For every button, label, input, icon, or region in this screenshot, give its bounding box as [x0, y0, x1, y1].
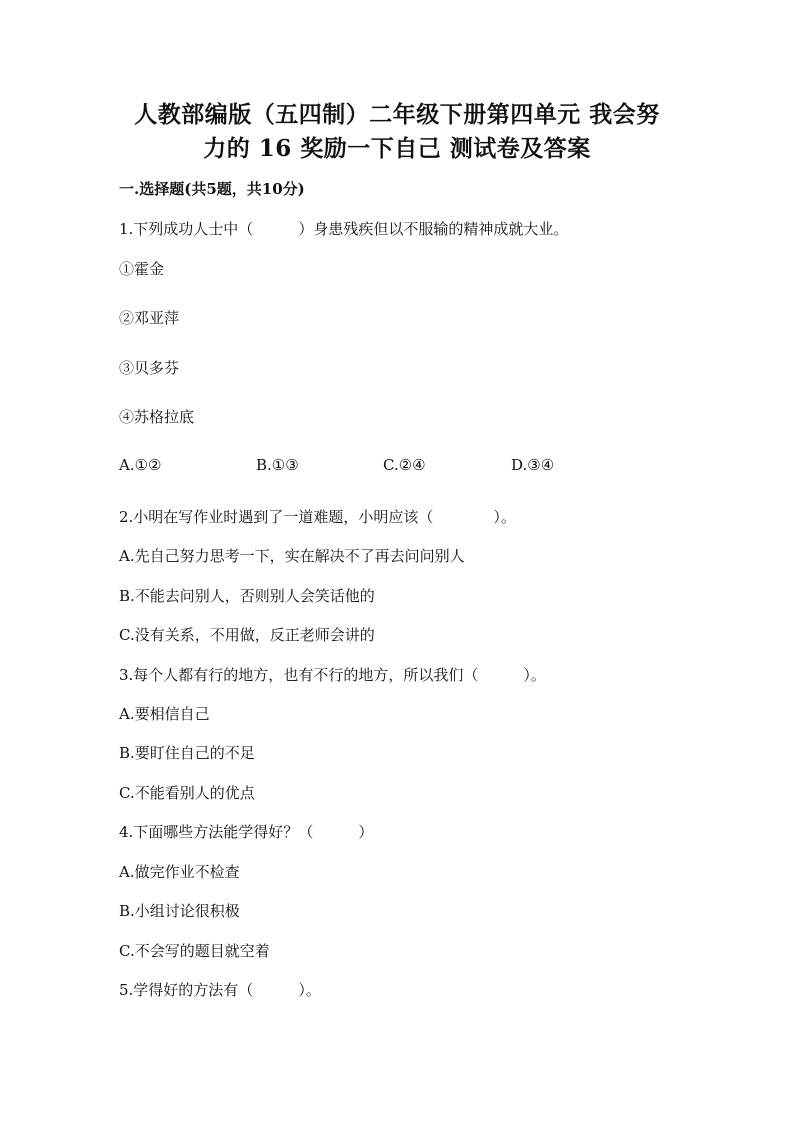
question-2-choice-a: A.先自己努力思考一下，实在解决不了再去问问别人: [119, 547, 465, 565]
question-1-choice-d: D.③④: [511, 456, 555, 474]
question-4-choice-a: A.做完作业不检查: [119, 863, 240, 881]
question-3-choice-c: C.不能看别人的优点: [119, 784, 255, 802]
question-1-item-2: ②邓亚萍: [119, 309, 180, 327]
question-3-choice-a: A.要相信自己: [119, 705, 210, 723]
question-1-item-1: ①霍金: [119, 260, 165, 278]
question-3-choice-b: B.要盯住自己的不足: [119, 744, 255, 762]
question-1-choice-b: B.①③: [256, 456, 299, 474]
question-4-choice-c: C.不会写的题目就空着: [119, 942, 270, 960]
question-2-choice-c: C.没有关系，不用做，反正老师会讲的: [119, 626, 375, 644]
question-4-choice-b: B.小组讨论很积极: [119, 902, 240, 920]
question-5-stem: 5.学得好的方法有（ ）。: [119, 981, 321, 999]
section-heading: 一.选择题(共5题，共10分): [119, 180, 305, 198]
question-1-item-3: ③贝多芬: [119, 359, 180, 377]
question-2-choice-b: B.不能去问别人，否则别人会笑话他的: [119, 587, 375, 605]
question-1-choice-c: C.②④: [383, 456, 426, 474]
page-title-line-2: 力的 16 奖励一下自己 测试卷及答案: [203, 135, 591, 162]
question-4-stem: 4.下面哪些方法能学得好？（ ）: [119, 823, 374, 841]
question-3-stem: 3.每个人都有行的地方，也有不行的地方，所以我们（ ）。: [119, 666, 546, 684]
question-1-item-4: ④苏格拉底: [119, 408, 195, 426]
question-1-stem: 1.下列成功人士中（ ）身患残疾但以不服输的精神成就大业。: [119, 220, 569, 238]
question-2-stem: 2.小明在写作业时遇到了一道难题，小明应该（ ）。: [119, 508, 516, 526]
question-1-choice-a: A.①②: [119, 456, 162, 474]
page-title-line-1: 人教部编版（五四制）二年级下册第四单元 我会努: [134, 101, 660, 128]
